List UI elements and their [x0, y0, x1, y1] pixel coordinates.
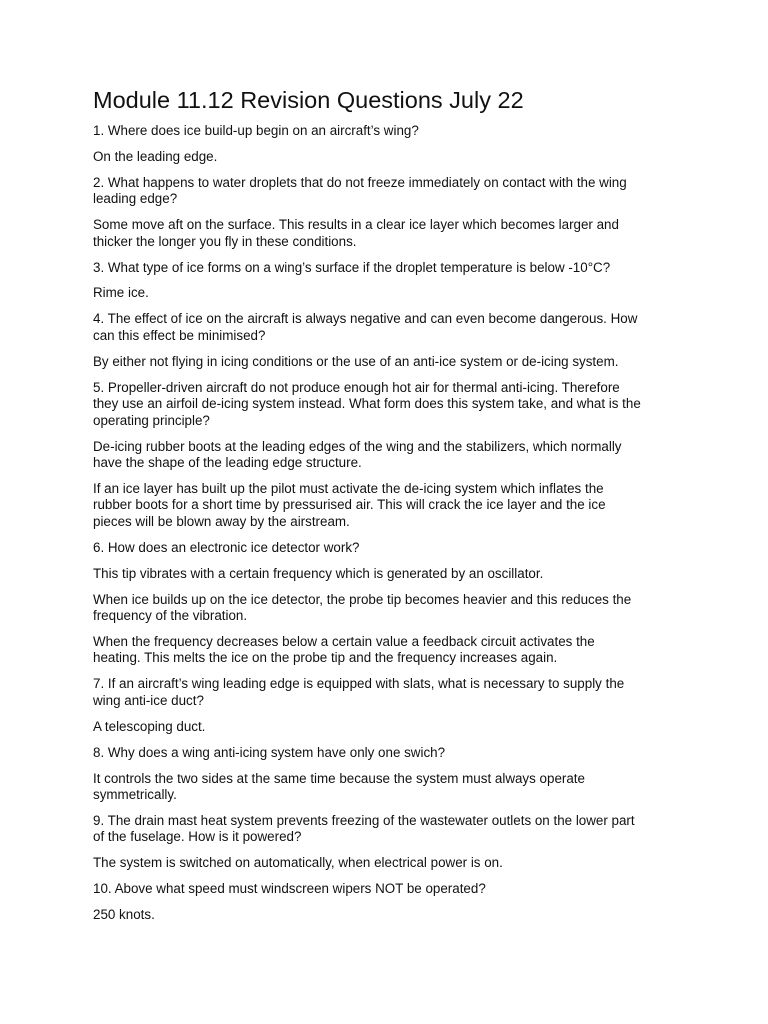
answer-7: A telescoping duct.: [93, 718, 206, 734]
question-6: 6. How does an electronic ice detector work?: [93, 539, 360, 555]
document-page: [93, 86, 683, 933]
question-5: 5. Propeller-driven aircraft do not produce enough hot air for thermal anti-icing. Therefore they use an airfoil de-icing system instead. What form does this system take, and what is the operating principle?: [93, 379, 641, 428]
answer-6-part-2: When ice builds up on the ice detector, the probe tip becomes heavier and this reduces the frequency of the vibration.: [93, 591, 632, 624]
document-title: Module 11.12 Revision Questions July 22: [93, 87, 524, 113]
question-8: 8. Why does a wing anti-icing system have only one swich?: [93, 744, 446, 760]
question-4: 4. The effect of ice on the aircraft is always negative and can even become dangerous. How can this effect be minimised?: [93, 311, 638, 343]
answer-6-part-1: This tip vibrates with a certain frequency which is generated by an oscillator.: [93, 565, 544, 581]
question-1: 1. Where does ice build-up begin on an aircraft’s wing?: [93, 123, 419, 138]
answer-2: Some move aft on the surface. This results in a clear ice layer which becomes larger and thicker the longer you fly in these conditions.: [93, 217, 619, 249]
answer-6-part-3: When the frequency decreases below a certain value a feedback circuit activates the heating. This melts the ice on the probe tip and the frequency increases again.: [93, 633, 595, 666]
answer-3: Rime ice.: [93, 285, 149, 301]
question-2: 2. What happens to water droplets that do not freeze immediately on contact with the wing leading edge?: [93, 174, 627, 207]
question-10: 10. Above what speed must windscreen wipers NOT be operated?: [93, 881, 486, 897]
answer-5-part-2: If an ice layer has built up the pilot must activate the de-icing system which inflates the rubber boots for a short time by pressurised air. This will crack the ice layer and the ice pieces will be blown away by the airstream.: [93, 480, 606, 529]
answer-8: It controls the two sides at the same time because the system must always operate symmetrically.: [93, 770, 585, 803]
question-3: 3. What type of ice forms on a wing’s surface if the droplet temperature is below -10°C?: [93, 259, 611, 275]
answer-4: By either not flying in icing conditions or the use of an anti-ice system or de-icing system.: [93, 353, 619, 369]
answer-5-part-1: De-icing rubber boots at the leading edges of the wing and the stabilizers, which normally have the shape of the leading edge structure.: [93, 438, 622, 471]
answer-10: 250 knots.: [93, 907, 155, 923]
question-9: 9. The drain mast heat system prevents freezing of the wastewater outlets on the lower part of the fuselage. How is it powered?: [93, 812, 635, 845]
answer-9: The system is switched on automatically, when electrical power is on.: [93, 855, 503, 871]
answer-1: On the leading edge.: [93, 148, 218, 164]
question-7: 7. If an aircraft’s wing leading edge is equipped with slats, what is necessary to supply the wing anti-ice duct?: [93, 676, 625, 708]
